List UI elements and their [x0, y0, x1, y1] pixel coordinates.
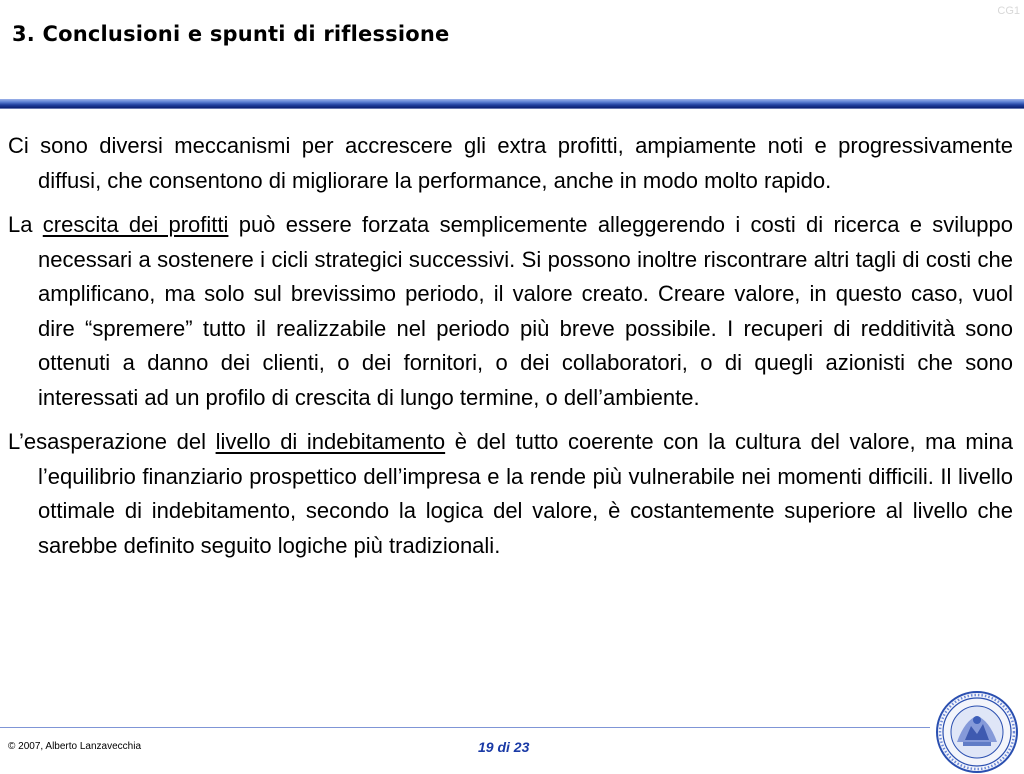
footer-copyright: © 2007, Alberto Lanzavecchia	[8, 741, 142, 752]
paragraph-3	[8, 425, 1013, 563]
paragraph-2-lead: La	[8, 212, 43, 237]
paragraph-2-text: può essere forzata semplicemente alleggerendo i costi di ricerca e sviluppo necessari a sostenere i cicli strategici successivi. Si possono inoltre riscontrare altri tagli di costi che amplificano, ma solo sul brevissimo periodo, il valore creato. Creare valore, in questo caso, vuol dire “spremere” tutto il realizzabile nel periodo più breve possibile. I recuperi di redditività sono ottenuti a danno dei clienti, o dei fornitori, o dei collaboratori, o di quegli azionisti che sono interessati ad un profilo di crescita di lungo termine, o dell’ambiente.	[38, 212, 1013, 410]
university-seal-icon	[935, 690, 1019, 774]
page-number: 19 di 23	[478, 739, 530, 755]
term-livello-di-indebitamento: livello di indebitamento	[215, 429, 446, 454]
paragraph-1: Ci sono diversi meccanismi per accrescere gli extra profitti, ampiamente noti e progressivamente diffusi, che consentono di migliorare la performance, anche in modo molto rapido.	[8, 133, 1013, 193]
paragraph-2	[8, 208, 1013, 415]
corner-tag: CG1	[997, 5, 1020, 17]
title-divider	[0, 99, 1024, 109]
slide-title: 3. Conclusioni e spunti di riflessione	[12, 22, 450, 46]
paragraph-3-lead: L’esasperazione del	[8, 429, 216, 454]
term-crescita-dei-profitti: crescita dei profitti	[42, 212, 229, 237]
footer-divider	[0, 727, 930, 728]
slide-body	[8, 129, 1013, 573]
paragraph-3-text: è del tutto coerente con la cultura del valore, ma mina l’equilibrio finanziario prospettico dell’impresa e la rende più vulnerabile nei momenti difficili. Il livello ottimale di indebitamento, secondo la logica del valore, è costantemente superiore al livello che sarebbe definito seguito logiche più tradizionali.	[38, 429, 1014, 558]
